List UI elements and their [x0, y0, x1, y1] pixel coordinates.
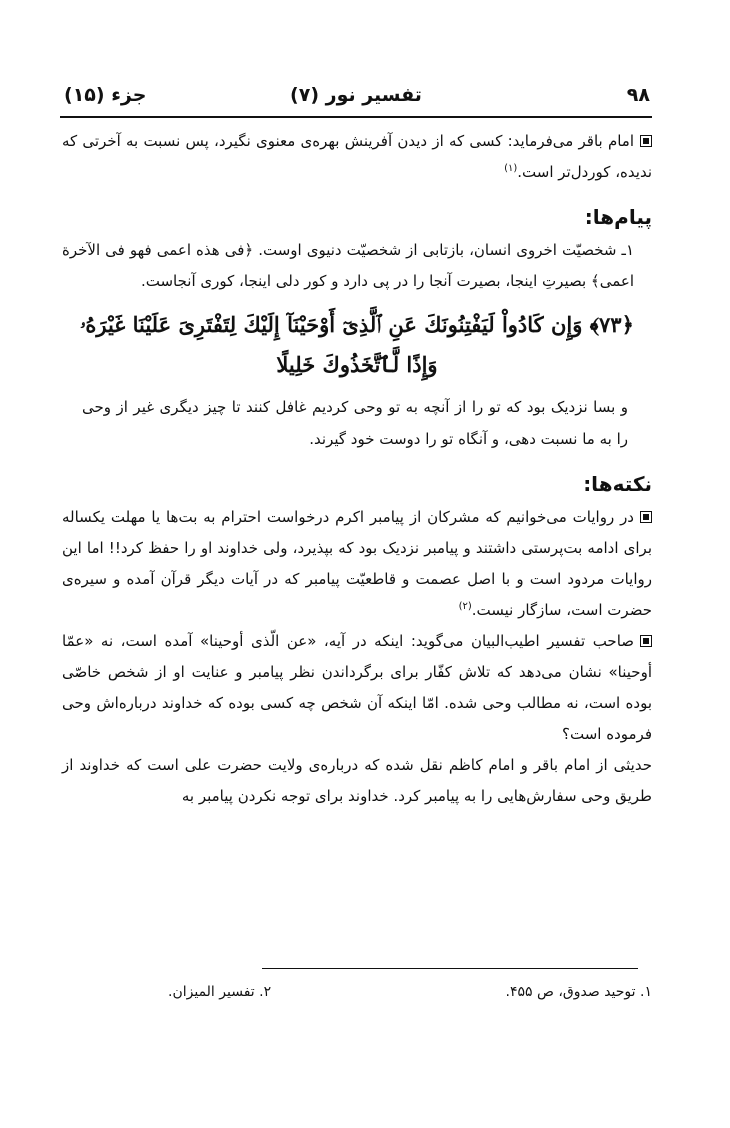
point-item-2 [62, 626, 652, 750]
point-item-1 [62, 502, 652, 626]
message-item-1: ۱ـ شخصیّت اخروی انسان، بازتابی از شخصیّت دنیوی اوست. ﴿فی هذه اعمی فهو فی الآخرة اعمی﴾ بصیرتِ اینجا، بصیرت آنجا را در پی دارد و کور دلی اینجا، کوری آنجاست. [62, 241, 634, 290]
book-title: تفسیر نور (۷) [290, 84, 422, 106]
footnote-ref-2: (۲) [458, 601, 472, 612]
page-number: ۹۸ [626, 84, 650, 106]
footnote-2: ۲. تفسیر المیزان. [168, 984, 272, 1000]
footnote-1: ۱. توحید صدوق، ص ۴۵۵. [505, 984, 652, 1000]
verse-line-1: ﴿۷۳﴾ وَإِن كَادُواْ لَيَفْتِنُونَكَ عَنِ ٱلَّذِىٓ أَوْحَيْنَآ إِلَيْكَ لِتَفْتَرِىَ عَلَيْنَا غَيْرَهُۥ [80, 312, 634, 337]
point-2-text: صاحب تفسیر اطیب‌البیان می‌گوید: اینکه در آیه، «عن الّذی أوحینا» آمده است، نه «عمّا أوحینا» نشان می‌دهد که تلاش کفّار برای برگرداندن نظر پیامبر و عنایت او از شخص خاصّی بوده است، نه مطالب وحی شده. امّا اینکه آن شخص چه کسی بوده که خداوند درباره‌اش وحی فرموده است؟ [62, 632, 652, 743]
points-heading: نکته‌ها: [583, 472, 652, 496]
footnote-rule [262, 968, 638, 969]
footnote-ref-1: (۱) [504, 163, 518, 174]
intro-paragraph [62, 126, 652, 188]
bullet-square-icon [640, 135, 652, 147]
bullet-square-icon [640, 511, 652, 523]
part-label: جزء (۱۵) [64, 84, 147, 106]
page-body [62, 126, 652, 812]
point-1-text: در روایات می‌خوانیم که مشرکان از پیامبر اکرم درخواست احترام به بت‌ها یا مهلت یکساله برای ادامه بت‌پرستی داشتند و پیامبر نزدیک بود که بپذیرد، ولی خداوند او را حفظ کرد!! اما این روایات مردود است و با اصل عصمت و قاطعیّت پیامبر که در آیات دیگر قرآن آمده و سیره‌ی حضرت است، سازگار نیست. [62, 508, 652, 619]
quran-verse [62, 305, 652, 385]
bullet-square-icon [640, 635, 652, 647]
footnotes [168, 984, 652, 1008]
header-rule [60, 116, 652, 118]
running-header [60, 84, 652, 114]
verse-translation: و بسا نزدیک بود که تو را از آنچه به تو وحی کردیم غافل کنند تا چیز دیگری غیر از وحی را به ما نسبت دهی، و آنگاه تو را دوست خود گیرند. [82, 398, 628, 448]
intro-text: امام باقر می‌فرماید: کسی که از دیدن آفرینش بهره‌ی معنوی نگیرد، پس نسبت به آخرتی که ندیده، کوردل‌تر است. [62, 132, 652, 181]
messages-heading: پیام‌ها: [584, 205, 652, 229]
verse-line-2: وَإِذًا لَّٱتَّخَذُوكَ خَلِيلًا [276, 352, 438, 377]
point-item-3: حدیثی از امام باقر و امام کاظم نقل شده که درباره‌ی ولایت حضرت علی است که خداوند از طریق وحی سفارش‌هایی را به پیامبر کرد. خداوند برای توجه نکردن پیامبر به [62, 756, 652, 805]
